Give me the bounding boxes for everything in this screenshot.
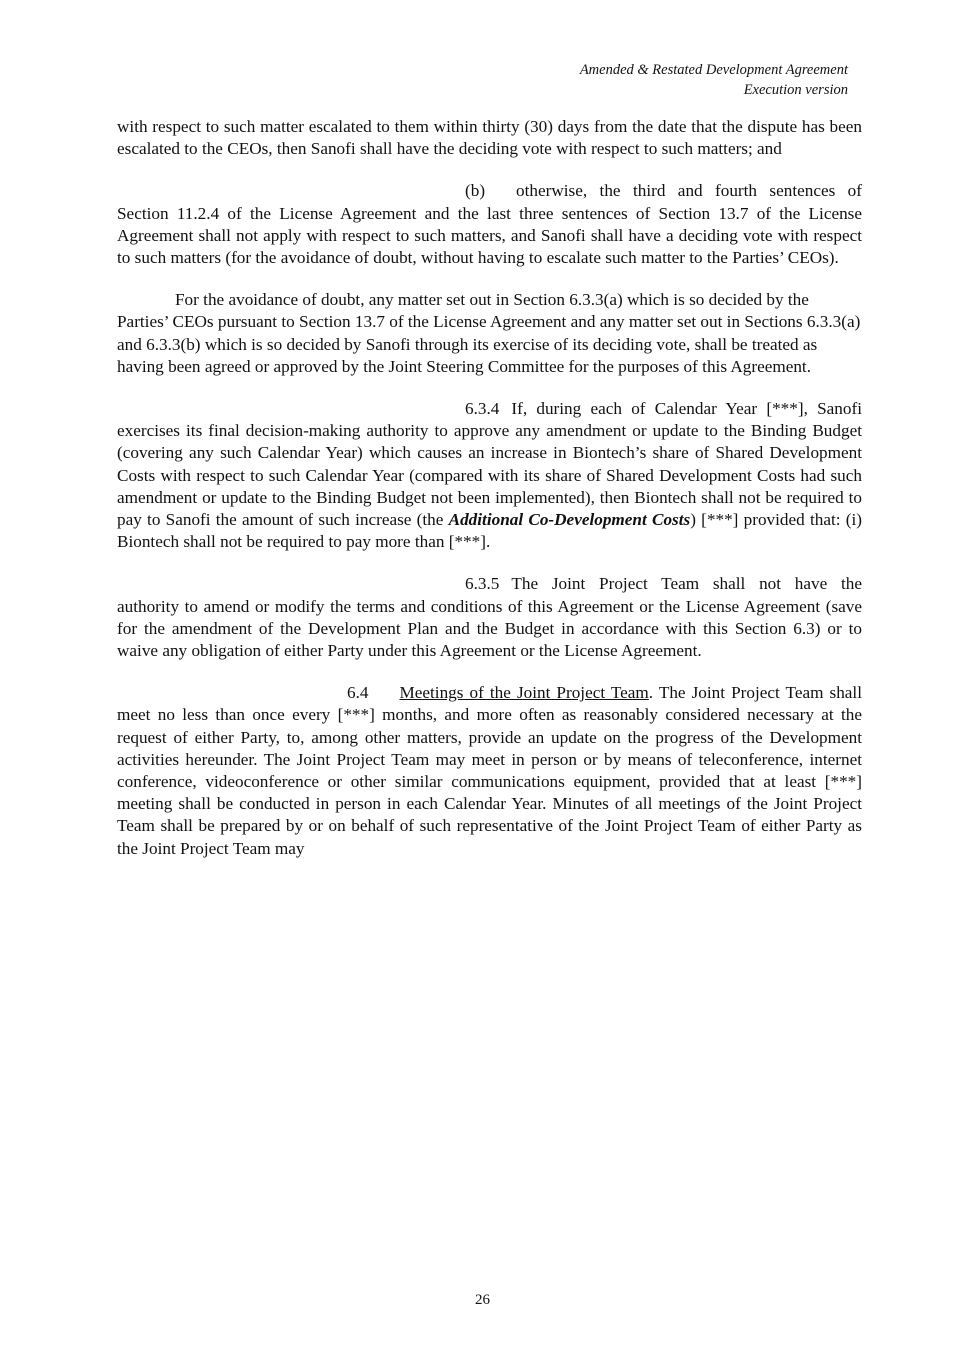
paragraph-section-6-4 xyxy=(117,682,862,860)
section-number: 6.4 xyxy=(347,683,369,703)
page-number: 26 xyxy=(475,1292,490,1308)
paragraph-section-6-3-4 xyxy=(117,398,862,553)
section-number: 6.3.4 xyxy=(465,399,500,419)
defined-term: Additional Co-Development Costs xyxy=(448,510,691,530)
paragraph-section-6-3-5 xyxy=(117,573,862,662)
paragraph-avoidance-of-doubt: For the avoidance of doubt, any matter set out in Section 6.3.3(a) which is so decided by the Parties’ CEOs pursuant to Section 13.7 of the License Agreement and any matter set out in Sections 6.3.3(a) and 6.3.3(b) which is so decided by Sanofi through its exercise of its deciding vote, shall be treated as having been agreed or approved by the Joint Steering Committee for the purposes of this Agreement. xyxy=(117,290,861,376)
paragraph-clause-b xyxy=(117,180,862,269)
document-version: Execution version xyxy=(743,82,848,98)
section-text: . The Joint Project Team shall meet no less than once every [***] months, and more often as reasonably considered necessary at the request of either Party, to, among other matters, provide an update on the progress of the Development activities hereunder. The Joint Project Team may meet in person or by means of teleconference, internet conference, videoconference or other similar communications equipment, provided that at least [***] meeting shall be conducted in person in each Calendar Year. Minutes of all meetings of the Joint Project Team shall be prepared by or on behalf of such representative of the Joint Project Team of either Party as the Joint Project Team may xyxy=(117,683,862,858)
section-text: If, during each of Calendar Year [***], Sanofi exercises its final decision-making authority to approve any amendment or update to the Binding Budget (covering any such Calendar Year) which causes an increase in Biontech’s share of Shared Development Costs with respect to such Calendar Year (compared with its share of Shared Development Costs had such amendment or update to the Binding Budget not been implemented), then Biontech shall not be required to pay to Sanofi the amount of such increase (the xyxy=(117,399,862,530)
paragraph-continuation: with respect to such matter escalated to them within thirty (30) days from the date that the dispute has been escalated to the CEOs, then Sanofi shall have the deciding vote with respect to such matters; and xyxy=(117,117,862,159)
section-heading: Meetings of the Joint Project Team xyxy=(399,683,649,703)
page-header xyxy=(580,60,848,100)
clause-number: (b) xyxy=(465,181,486,201)
document-body xyxy=(117,116,862,880)
clause-text: otherwise, the third and fourth sentences of Section 11.2.4 of the License Agreement and the last three sentences of Section 13.7 of the License Agreement shall not apply with respect to such matters, and Sanofi shall have a deciding vote with respect to such matters (for the avoidance of doubt, without having to escalate such matter to the Parties’ CEOs). xyxy=(117,181,862,268)
section-number: 6.3.5 xyxy=(465,574,500,594)
section-text-end: ) [***] provided that: (i) Biontech shall not be required to pay more than [***]. xyxy=(117,510,862,552)
document-title: Amended & Restated Development Agreement xyxy=(579,62,848,78)
section-text: The Joint Project Team shall not have the authority to amend or modify the terms and conditions of this Agreement or the License Agreement (save for the amendment of the Development Plan and the Budget in accordance with this Section 6.3) or to waive any obligation of either Party under this Agreement or the License Agreement. xyxy=(117,574,862,661)
